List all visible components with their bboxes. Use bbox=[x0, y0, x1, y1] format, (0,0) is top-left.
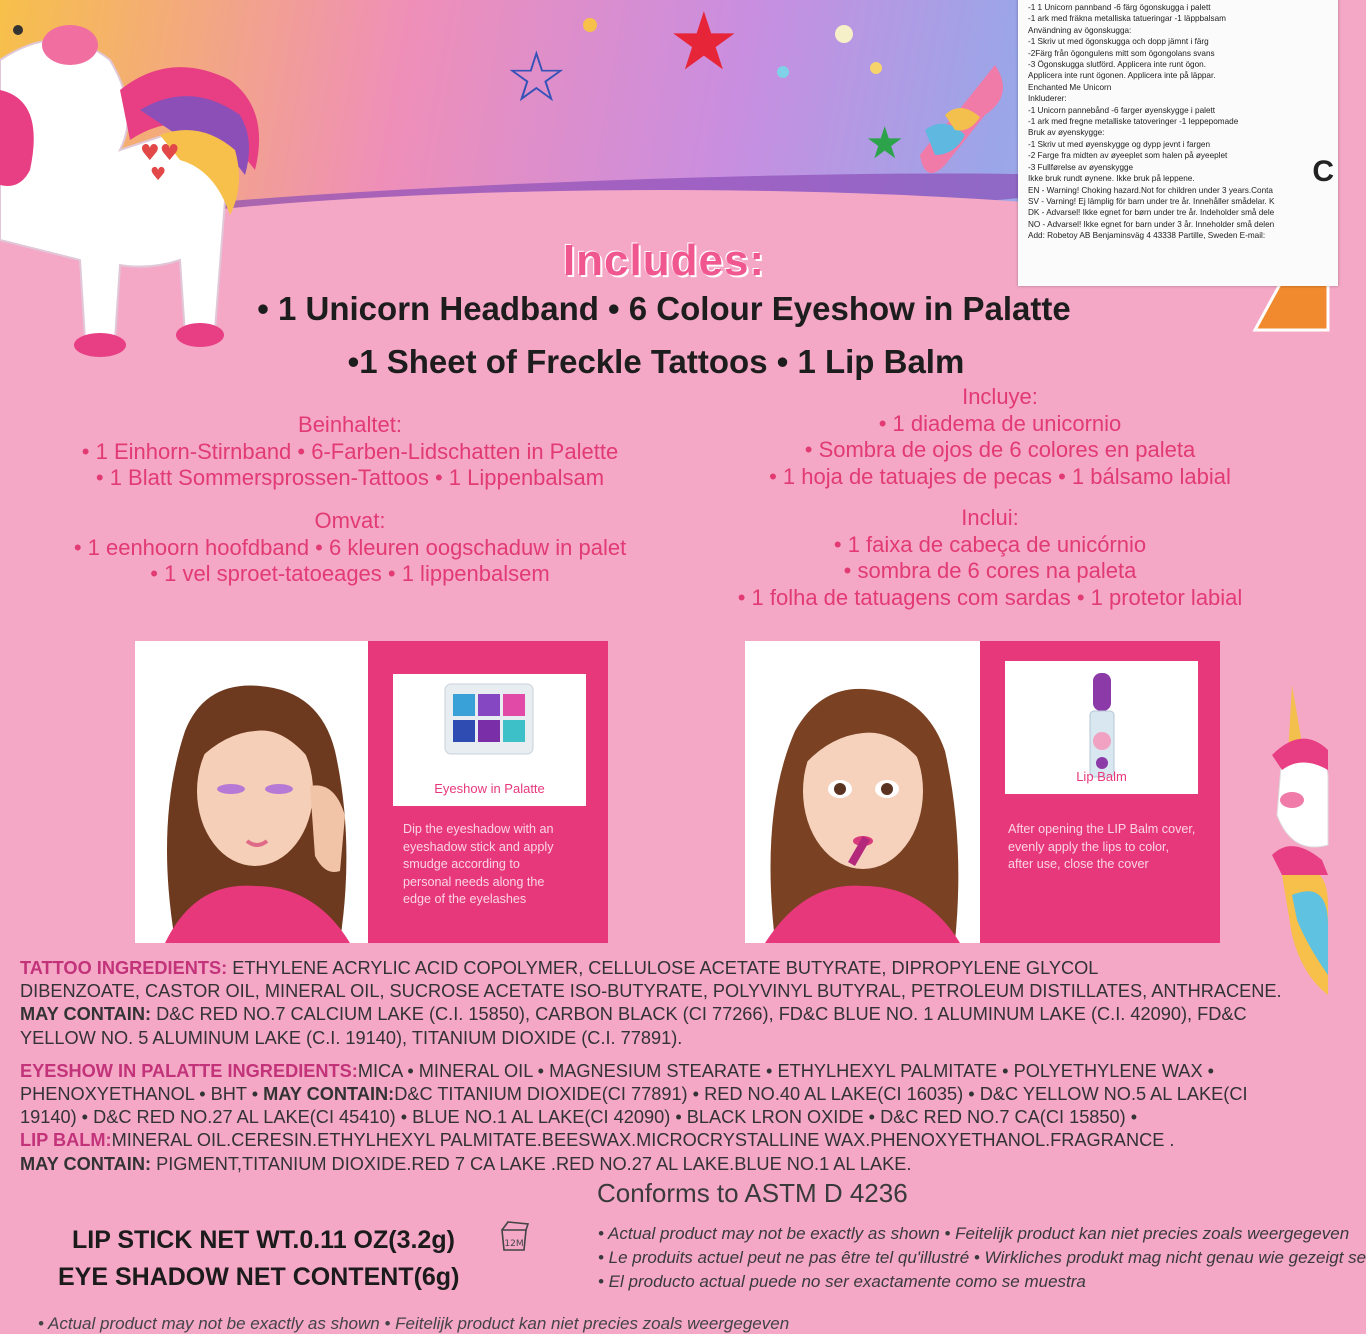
spanish-line: • 1 diadema de unicornio bbox=[878, 410, 1122, 436]
ingredient-text: D&C RED NO.7 CALCIUM LAKE (C.I. 15850), CARBON BLACK (CI 77266), FD&C BLUE NO. 1 ALUMINUM LAKE (C.I. 42090), FD&C bbox=[151, 1004, 1247, 1025]
eyeshadow-info-panel bbox=[368, 641, 608, 943]
ingredient-text: PIGMENT,TITANIUM DIOXIDE.RED 7 CA LAKE .RED NO.27 AL LAKE.BLUE NO.1 AL LAKE. bbox=[151, 1153, 912, 1174]
ingredients-block bbox=[20, 957, 1325, 1176]
spanish-title: Incluye: bbox=[962, 384, 1038, 409]
ingredient-text: D&C TITANIUM DIOXIDE(CI 77891) • RED NO.40 AL LAKE(CI 16035) • D&C YELLOW NO.5 AL LAKE(CI bbox=[394, 1084, 1248, 1105]
eyeshadow-instructions bbox=[403, 821, 554, 909]
girl-applying-lipbalm-illustration bbox=[745, 641, 980, 943]
instruction-line: personal needs along the bbox=[403, 874, 545, 889]
label-line: -2 Farge fra midten av øyeeplet som halen på øyeeplet bbox=[1028, 151, 1228, 161]
label-line: EN - Warning! Choking hazard.Not for children under 3 years.Conta bbox=[1028, 185, 1273, 195]
decor-dot bbox=[777, 66, 789, 78]
instruction-line: After opening the LIP Balm cover, bbox=[1008, 822, 1196, 836]
german-line: • 1 Einhorn-Stirnband • 6-Farben-Lidschatten in Palette bbox=[81, 438, 619, 464]
german-title: Beinhaltet: bbox=[298, 412, 402, 437]
eyeshadow-ingredients-line bbox=[20, 1060, 1325, 1083]
german-line: • 1 Blatt Sommersprossen-Tattoos • 1 Lippenbalsam bbox=[95, 465, 605, 490]
german-includes bbox=[20, 412, 680, 492]
lipbalm-product-card bbox=[1005, 661, 1198, 794]
lipbalm-tube-image bbox=[1085, 671, 1119, 781]
spanish-line: • Sombra de ojos de 6 colores en paleta bbox=[804, 437, 1196, 462]
label-line: Ikke bruk rundt øynene. Ikke bruk på leppene. bbox=[1028, 174, 1195, 184]
label-line: -1 Skriv ut med ögonskugga och dopp jämnt i färg bbox=[1028, 37, 1209, 47]
period-after-opening-icon bbox=[498, 1220, 530, 1254]
tattoo-may-contain-line bbox=[20, 1003, 1325, 1026]
tattoo-ingredients-heading: TATTOO INGREDIENTS: bbox=[20, 958, 228, 978]
green-star-icon: ★ bbox=[865, 119, 905, 168]
instruction-line: edge of the eyelashes bbox=[403, 892, 527, 906]
label-line: -1 Unicorn pannebånd -6 farger øyenskygge i palett bbox=[1028, 105, 1216, 115]
ingredient-text: ETHYLENE ACRYLIC ACID COPOLYMER, CELLULOSE ACETATE BUTYRATE, DIPROPYLENE GLYCOL bbox=[227, 958, 1099, 978]
ingredient-text: MINERAL OIL.CERESIN.ETHYLHEXYL PALMITATE.BEESWAX.MICROCRYSTALLINE WAX.PHENOXYETHANOL.FRAGRANCE . bbox=[111, 1130, 1175, 1151]
eyeshadow-ingredients-heading: EYESHOW IN PALATTE INGREDIENTS: bbox=[20, 1060, 358, 1081]
label-line: -1 Skriv ut med øyenskygge og dypp jevnt i fargen bbox=[1028, 139, 1211, 149]
label-line: Applicera inte runt ögonen. Applicera inte på läppar. bbox=[1028, 71, 1216, 81]
mermaid-tail-illustration bbox=[915, 55, 1025, 185]
label-line: Enchanted Me Unicorn bbox=[1028, 82, 1112, 92]
portuguese-line: • 1 folha de tatuagens com sardas • 1 protetor labial bbox=[737, 584, 1243, 610]
dutch-title: Omvat: bbox=[314, 508, 386, 533]
decor-dot bbox=[870, 62, 882, 74]
label-line: -1 ark med fräkna metalliska tatueringar -1 läppbalsam bbox=[1028, 14, 1226, 24]
eyeshadow-palette-image bbox=[443, 682, 535, 762]
disclaimer-line: • Actual product may not be exactly as shown • Feitelijk product kan niet precies zoals weergegeven bbox=[598, 1224, 1350, 1243]
ingredient-text: PHENOXYETHANOL • BHT • bbox=[20, 1084, 264, 1105]
lipbalm-may-contain-line bbox=[20, 1153, 1325, 1176]
includes-title: Includes: bbox=[562, 236, 766, 285]
ingredient-text: 19140) • D&C RED NO.27 AL LAKE(CI 45410) • BLUE NO.1 AL LAKE(CI 42090) • BLACK LRON OXIDE • D&C RED NO.7 CA(CI 15850) • bbox=[20, 1107, 1138, 1128]
disclaimer-line: • El producto actual puede no ser exactamente como se muestra bbox=[598, 1272, 1086, 1291]
instruction-line: smudge according to bbox=[403, 857, 520, 871]
decor-dot bbox=[835, 25, 853, 43]
spanish-includes bbox=[680, 384, 1320, 490]
lipbalm-info-panel bbox=[980, 641, 1220, 943]
eyeshadow-caption: Eyeshow in Palatte bbox=[434, 781, 545, 796]
eyeshadow-net-content: EYE SHADOW NET CONTENT(6g) bbox=[58, 1263, 460, 1291]
eyeshadow-palette-card bbox=[393, 674, 586, 806]
dutch-line: • 1 vel sproet-tatoeages • 1 lippenbalsem bbox=[150, 561, 550, 586]
svg-text:♥: ♥ bbox=[150, 164, 167, 185]
instruction-line: Dip the eyeshadow with an bbox=[403, 822, 554, 836]
lipbalm-ingredients-heading: LIP BALM: bbox=[20, 1130, 112, 1151]
ingredient-text: DIBENZOATE, CASTOR OIL, MINERAL OIL, SUCROSE ACETATE ISO-BUTYRATE, POLYVINYL BUTYRAL, PETROLEUM DISTILLATES, ANTHRACENE. bbox=[20, 981, 1282, 1002]
may-contain-heading: MAY CONTAIN: bbox=[20, 1004, 152, 1025]
ce-mark: C bbox=[1312, 155, 1334, 188]
instruction-line: evenly apply the lips to color, bbox=[1008, 839, 1170, 854]
lipbalm-ingredients-line bbox=[20, 1129, 1325, 1152]
portuguese-line: • sombra de 6 cores na paleta bbox=[843, 558, 1137, 583]
blue-star-icon: ☆ bbox=[505, 38, 568, 116]
portuguese-line: • 1 faixa de cabeça de unicórnio bbox=[833, 531, 1147, 557]
includes-line-2: •1 Sheet of Freckle Tattoos • 1 Lip Balm bbox=[347, 343, 965, 380]
label-line: -1 1 Unicorn pannband -6 färg ögonskugga i palett bbox=[1028, 3, 1211, 12]
age-icon-label: 12M bbox=[504, 1239, 524, 1249]
lipbalm-model-photo bbox=[745, 641, 980, 943]
may-contain-heading: MAY CONTAIN: bbox=[20, 1153, 152, 1174]
ingredient-text: YELLOW NO. 5 ALUMINUM LAKE (C.I. 19140), TITANIUM DIOXIDE (C.I. 77891). bbox=[20, 1027, 683, 1048]
disclaimer-line: • Le produits actuel peut ne pas être tel qu'illustré • Wirkliches produkt mag nicht genau wie gezeigt se bbox=[598, 1248, 1366, 1267]
svg-text:♥♥: ♥♥ bbox=[140, 141, 180, 166]
dutch-line: • 1 eenhoorn hoofdband • 6 kleuren oogschaduw in palet bbox=[73, 534, 627, 560]
label-line: -2Färg från ögongulens mitt som ögongolans svans bbox=[1028, 48, 1215, 58]
ingredient-text: MICA • MINERAL OIL • MAGNESIUM STEARATE • ETHYLHEXYL PALMITATE • POLYETHYLENE WAX • bbox=[357, 1060, 1214, 1081]
includes-line-1: • 1 Unicorn Headband • 6 Colour Eyeshow in Palatte bbox=[257, 290, 1071, 327]
lipbalm-instructions bbox=[1008, 821, 1195, 874]
portuguese-title: Inclui: bbox=[961, 505, 1019, 530]
label-line: Add: Robetoy AB Benjaminsväg 4 43338 Partille, Sweden E-mail: bbox=[1028, 231, 1266, 241]
girl-applying-eyeshadow-illustration bbox=[135, 641, 368, 943]
label-line: Inkluderer: bbox=[1028, 94, 1067, 104]
tattoo-ingredients-line bbox=[20, 957, 1325, 980]
decor-dot bbox=[583, 18, 597, 32]
label-line: SV - Varning! Ej lämplig för barn under tre år. Innehåller smådelar. K bbox=[1028, 196, 1275, 206]
label-line: Bruk av øyenskygge: bbox=[1028, 128, 1105, 138]
eyeshadow-model-photo bbox=[135, 641, 368, 943]
label-line: NO - Advarsel! Ikke egnet for barn under 3 år. Inneholder små delen bbox=[1028, 219, 1275, 229]
label-line: -3 Ögonskugga slutförd. Applicera inte runt ögon. bbox=[1028, 60, 1206, 70]
eyeshadow-may-contain-line bbox=[20, 1083, 1325, 1106]
may-contain-heading: MAY CONTAIN: bbox=[263, 1084, 395, 1105]
label-line: -1 ark med fregne metalliske tatoveringer -1 leppepomade bbox=[1028, 117, 1239, 127]
lipbalm-caption: Lip Balm bbox=[1076, 769, 1127, 784]
dutch-includes bbox=[10, 508, 690, 588]
red-star-icon: ★ bbox=[668, 0, 740, 86]
instruction-line: eyeshadow stick and apply bbox=[403, 839, 554, 854]
label-line: Användning av ögonskugga: bbox=[1028, 25, 1132, 35]
bottom-disclaimer-cut: • Actual product may not be exactly as shown • Feitelijk product kan niet precies zoals weergegeven bbox=[38, 1314, 790, 1333]
spanish-line: • 1 hoja de tatuajes de pecas • 1 bálsamo labial bbox=[769, 463, 1231, 489]
instruction-line: after use, close the cover bbox=[1008, 857, 1149, 871]
label-line: DK - Advarsel! Ikke egnet for børn under tre år. Indeholder små dele bbox=[1028, 208, 1275, 218]
label-line: -3 Fullførelse av øyenskygge bbox=[1028, 162, 1134, 172]
astm-conformance: Conforms to ASTM D 4236 bbox=[597, 1178, 908, 1208]
unicorn-illustration-right bbox=[1262, 675, 1328, 1005]
portuguese-includes bbox=[680, 505, 1300, 611]
lipstick-net-weight: LIP STICK NET WT.0.11 OZ(3.2g) bbox=[72, 1226, 455, 1254]
